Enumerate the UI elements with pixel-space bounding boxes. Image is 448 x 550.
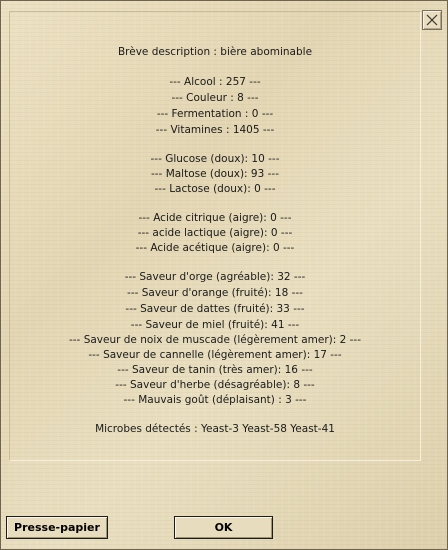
- stat-citric-acid: --- Acide citrique (aigre): 0 ---: [138, 212, 292, 224]
- stat-lactic-acid: --- acide lactique (aigre): 0 ---: [137, 227, 293, 239]
- description-title: Brève description : bière abominable: [117, 46, 313, 58]
- close-x-icon: [423, 11, 441, 29]
- ok-button[interactable]: OK: [174, 516, 273, 539]
- stat-maltose: --- Maltose (doux): 93 ---: [150, 168, 279, 180]
- stat-vitamins: --- Vitamines : 1405 ---: [155, 124, 275, 136]
- microbes-detected: Microbes détectés : Yeast-3 Yeast-58 Yeast-41: [95, 423, 335, 435]
- close-button[interactable]: [422, 10, 442, 30]
- flavor-cinnamon: --- Saveur de cannelle (légèrement amer): 17 ---: [88, 349, 342, 361]
- stat-color: --- Couleur : 8 ---: [171, 92, 259, 104]
- clipboard-button[interactable]: Presse-papier: [6, 516, 108, 539]
- flavor-nutmeg: --- Saveur de noix de muscade (légèrement amer): 2 ---: [68, 334, 362, 346]
- flavor-barley: --- Saveur d'orge (agréable): 32 ---: [124, 271, 306, 283]
- flavor-herb: --- Saveur d'herbe (désagréable): 8 ---: [115, 379, 315, 391]
- flavor-bad-taste: --- Mauvais goût (déplaisant) : 3 ---: [123, 394, 307, 406]
- stat-alcohol: --- Alcool : 257 ---: [169, 76, 261, 88]
- stat-glucose: --- Glucose (doux): 10 ---: [150, 153, 280, 165]
- flavor-orange: --- Saveur d'orange (fruité): 18 ---: [127, 287, 303, 299]
- stat-fermentation: --- Fermentation : 0 ---: [156, 108, 274, 120]
- flavor-dates: --- Saveur de dattes (fruité): 33 ---: [125, 303, 305, 315]
- flavor-honey: --- Saveur de miel (fruité): 41 ---: [130, 319, 300, 331]
- stat-lactose: --- Lactose (doux): 0 ---: [154, 183, 276, 195]
- flavor-tannin: --- Saveur de tanin (très amer): 16 ---: [117, 364, 313, 376]
- stat-acetic-acid: --- Acide acétique (aigre): 0 ---: [135, 242, 295, 254]
- description-panel: [9, 11, 421, 461]
